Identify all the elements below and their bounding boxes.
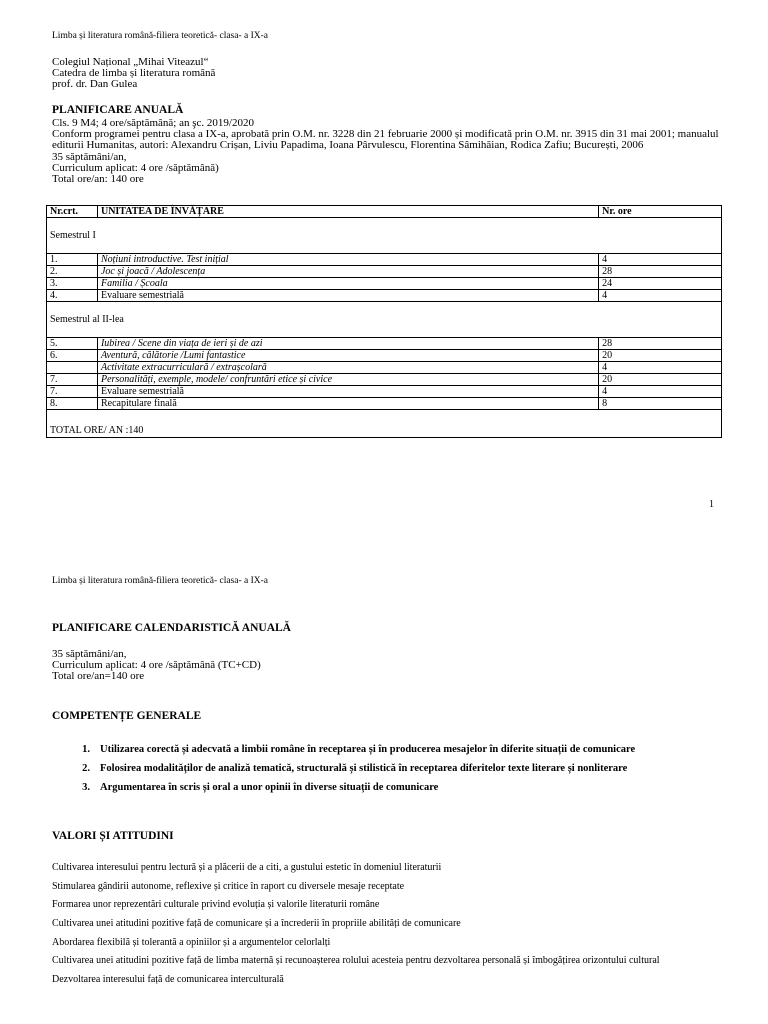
table-row — [47, 290, 722, 302]
list-item: Formarea unor reprezentări culturale privind evoluția și valorile literaturii române — [52, 899, 380, 911]
values-list — [52, 862, 712, 993]
row-nr: 4. — [47, 290, 98, 302]
table-row — [47, 254, 722, 266]
list-item: Stimularea gândirii autonome, reflexive și critice în raport cu diversele mesaje receptate — [52, 880, 405, 892]
running-header: Limba și literatura română-filiera teoretică- clasa- a IX-a — [52, 31, 269, 41]
plan-info — [52, 118, 724, 185]
list-item — [52, 763, 635, 774]
row-hours: 28 — [599, 338, 722, 350]
running-header: Limba și literatura română-filiera teoretică- clasa- a IX-a — [52, 576, 269, 586]
item-number: 3. — [82, 782, 90, 793]
table-row — [47, 362, 722, 374]
table-row — [47, 338, 722, 350]
table-row — [47, 386, 722, 398]
row-unit: Evaluare semestrială — [97, 386, 598, 398]
row-unit: Aventură, călătorie /Lumi fantastice — [97, 350, 598, 362]
item-number: 2. — [82, 763, 90, 774]
page-number: 1 — [709, 499, 714, 510]
row-unit: Activitate extracurriculară / extrașcolară — [97, 362, 598, 374]
curriculum-info: Curriculum aplicat: 4 ore /săptămână) — [52, 161, 219, 174]
row-unit: Iubirea / Scene din viața de ieri și de azi — [97, 338, 598, 350]
row-hours: 4 — [599, 290, 722, 302]
row-nr: 1. — [47, 254, 98, 266]
header-unit: UNITATEA DE ÎNVĂȚARE — [97, 206, 598, 218]
competences-list — [52, 744, 635, 801]
table-header-row — [47, 206, 722, 218]
page-2 — [0, 520, 768, 1024]
row-unit: Personalități, exemple, modele/ confruntări etice și civice — [97, 374, 598, 386]
row-hours: 4 — [599, 386, 722, 398]
total-hours: TOTAL ORE/ AN :140 — [47, 410, 722, 438]
row-hours: 20 — [599, 374, 722, 386]
row-nr: 3. — [47, 278, 98, 290]
list-item: Cultivarea unei atitudini pozitive față de comunicare și a încrederii în propriile abilități de comunicare — [52, 918, 461, 930]
row-hours: 20 — [599, 350, 722, 362]
total-row — [47, 410, 722, 438]
row-nr — [47, 362, 98, 374]
row-nr: 5. — [47, 338, 98, 350]
table-row — [47, 374, 722, 386]
row-nr: 7. — [47, 374, 98, 386]
table-row — [47, 398, 722, 410]
item-text: Utilizarea corectă și adecvată a limbii române în receptarea și în producerea mesajelor în diferite situații de comunicare — [100, 744, 636, 755]
item-text: Folosirea modalităților de analiză tematică, structurală și stilistică în receptarea diferitelor texte literare și nonliterare — [100, 763, 628, 774]
semester-1-label: Semestrul I — [47, 218, 722, 254]
row-nr: 6. — [47, 350, 98, 362]
item-text: Argumentarea în scris și oral a unor opinii în diverse situații de comunicare — [100, 782, 439, 793]
class-info: Cls. 9 M4; 4 ore/săptămână; an şc. 2019/2020 — [52, 117, 254, 129]
item-number: 1. — [82, 744, 90, 755]
curriculum-info: Curriculum aplicat: 4 ore /săptămână (TC+CD) — [52, 659, 261, 672]
page-title: PLANIFICARE CALENDARISTICĂ ANUALĂ — [52, 622, 291, 634]
school-block — [52, 57, 215, 91]
total-info: Total ore/an=140 ore — [52, 670, 145, 683]
semester-2-label: Semestrul al II-lea — [47, 302, 722, 338]
row-nr: 8. — [47, 398, 98, 410]
list-item: Cultivarea unei atitudini pozitive față de limba maternă și recunoașterea rolului acesteia pentru dezvoltarea personală și îmbogățirea orizontului cultural — [52, 955, 660, 967]
program-info: Conform programei pentru clasa a IX-a, aprobată prin O.M. nr. 3228 din 21 februarie 2000 și modificată prin O.M. nr. 3915 din 31 mai 2001; manualul editurii Humanitas, autori: Alexandru Crișan, Liviu Papadima, Ioana Pârvulescu, Florentina Sâmihăian, Rodica Zafiu; București, 2006 — [52, 128, 719, 152]
row-hours: 24 — [599, 278, 722, 290]
weeks-info: 35 săptămâni/an, — [52, 150, 127, 163]
weeks-info: 35 săptămâni/an, — [52, 648, 127, 660]
table-row — [47, 266, 722, 278]
row-unit: Evaluare semestrială — [97, 290, 598, 302]
row-nr: 7. — [47, 386, 98, 398]
teacher-name: prof. dr. Dan Gulea — [52, 78, 138, 91]
row-hours: 4 — [599, 254, 722, 266]
row-hours: 28 — [599, 266, 722, 278]
plan-table — [46, 205, 722, 438]
school-name: Colegiul Național „Mihai Viteazul“ — [52, 56, 209, 68]
semester-row — [47, 218, 722, 254]
row-unit: Recapitulare finală — [97, 398, 598, 410]
competences-title: COMPETENȚE GENERALE — [52, 710, 202, 722]
list-item: Abordarea flexibilă și tolerantă a opiniilor și a argumentelor celorlalți — [52, 936, 331, 948]
table-row — [47, 278, 722, 290]
department-name: Catedra de limba și literatura română — [52, 67, 216, 80]
row-hours: 8 — [599, 398, 722, 410]
header-hours: Nr. ore — [599, 206, 722, 218]
total-info: Total ore/an: 140 ore — [52, 173, 144, 186]
list-item: Cultivarea interesului pentru lectură și a plăcerii de a citi, a gustului estetic în domeniul literaturii — [52, 862, 442, 873]
semester-row — [47, 302, 722, 338]
list-item — [52, 782, 635, 793]
header-nr: Nr.crt. — [47, 206, 98, 218]
table-row — [47, 350, 722, 362]
plan-info — [52, 649, 261, 683]
row-hours: 4 — [599, 362, 722, 374]
values-title: VALORI ȘI ATITUDINI — [52, 830, 174, 842]
row-unit: Noțiuni introductive. Test inițial — [97, 254, 598, 266]
list-item: Dezvoltarea interesului față de comunicarea interculturală — [52, 974, 284, 986]
row-nr: 2. — [47, 266, 98, 278]
row-unit: Familia / Școala — [97, 278, 598, 290]
list-item — [52, 744, 635, 755]
page-title: PLANIFICARE ANUALĂ — [52, 104, 184, 116]
row-unit: Joc și joacă / Adolescența — [97, 266, 598, 278]
